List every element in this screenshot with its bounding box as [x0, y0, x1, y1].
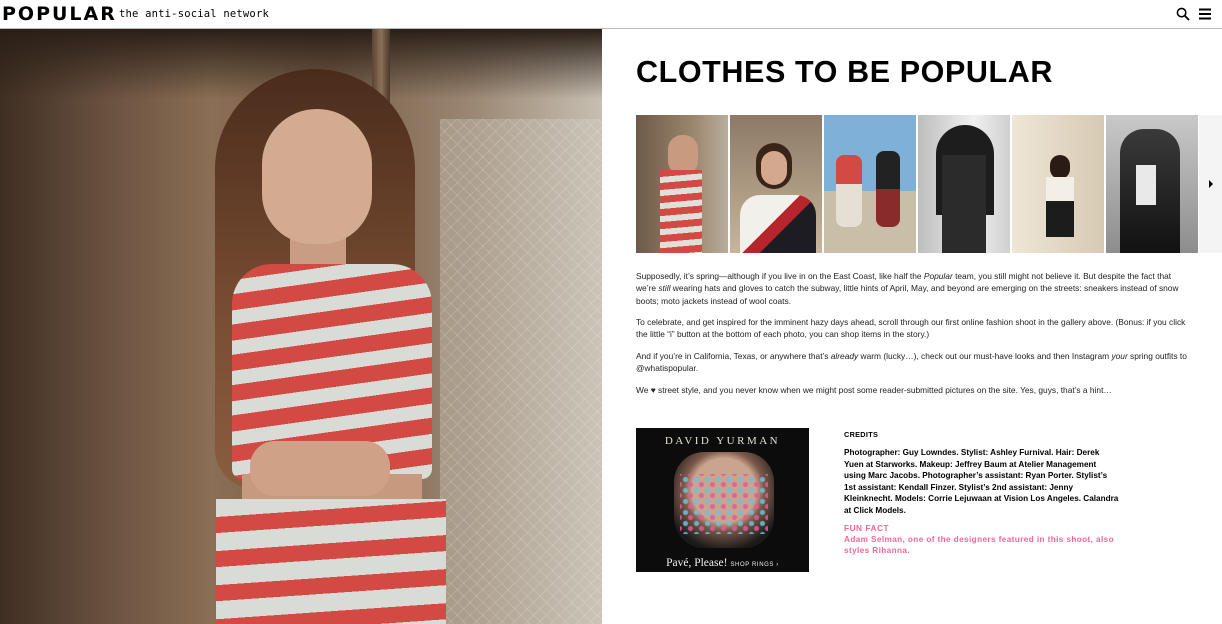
gallery-thumbnail[interactable] [918, 115, 1010, 253]
top-bar [0, 0, 1222, 29]
credits-heading: CREDITS [844, 430, 879, 439]
ad-tagline: Pavé, Please! [666, 557, 728, 569]
hero-photo [0, 29, 602, 624]
gallery-thumbnail[interactable] [824, 115, 916, 253]
article-paragraph-4: We ♥ street style, and you never know when we might post some reader-submitted pictures on the site. Yes, guys, that’s a hint… [636, 385, 1112, 395]
chevron-right-icon [1208, 180, 1214, 188]
gallery-thumbnail[interactable] [730, 115, 822, 253]
article-title: CLOTHES TO BE POPULAR [636, 55, 1054, 89]
hamburger-menu-icon[interactable] [1199, 8, 1211, 20]
gallery-thumbnail[interactable] [1012, 115, 1104, 253]
site-logo[interactable]: POPULAR [2, 3, 117, 25]
ad-shop-rings-link[interactable]: SHOP RINGS › [730, 562, 779, 568]
gallery-thumbnail[interactable] [636, 115, 728, 253]
model-face [262, 109, 372, 244]
ad-rings-illustration [680, 474, 768, 534]
fun-fact-body: Adam Selman, one of the designers featured in this shoot, also styles Rihanna. [844, 535, 1115, 556]
ad-footer [636, 553, 809, 571]
article-paragraph-2: To celebrate, and get inspired for the imminent hazy days ahead, scroll through our first online fashion shoot in the gallery above. (Bonus: if you click the little “i” button at the bottom of each photo, you can shop items in the story.) [636, 317, 1186, 340]
article-paragraph-1: Supposedly, it’s spring—although if you live in on the East Coast, like half the Popular team, you still might not believe it. But despite the fact that we’re still wearing hats and gloves to catch the subway, little hints of April, May, and beyond are emerging on the streets: sneakers instead of snow boots; moto jackets instead of wool coats. [636, 271, 1179, 306]
hero-chainlink-fence [440, 119, 602, 624]
heart-icon: ♥ [650, 385, 656, 395]
credits-body: Photographer: Guy Lowndes. Stylist: Ashley Furnival. Hair: Derek Yuen at Starworks. Makeup: Jeffrey Baum at Atelier Management using Marc Jacobs. Photographer’s assistant: Ryan Porter. Stylist’s 1st assistant: Kendall Finzer. Stylist’s 2nd assistant: Jenny Kleinknecht. Models: Corrie Lejuwaan at Vision Los Angeles. Calandra at Click Models. [844, 448, 1119, 515]
search-icon[interactable] [1176, 7, 1190, 21]
fun-fact-heading: FUN FACT [844, 523, 890, 533]
striped-skirt [216, 499, 446, 624]
gallery-thumbnail[interactable] [1106, 115, 1198, 253]
david-yurman-ad[interactable] [636, 428, 809, 572]
gallery-next-button[interactable] [1199, 115, 1222, 253]
photo-gallery [636, 115, 1222, 253]
article-paragraph-3: And if you’re in California, Texas, or anywhere that’s already warm (lucky…), check out our must-have looks and then Instagram your spring outfits to @whatispopular. [636, 351, 1187, 374]
model-hands [250, 441, 390, 496]
site-tagline: the anti-social network [119, 8, 269, 20]
ad-brand: DAVID YURMAN [664, 435, 781, 447]
